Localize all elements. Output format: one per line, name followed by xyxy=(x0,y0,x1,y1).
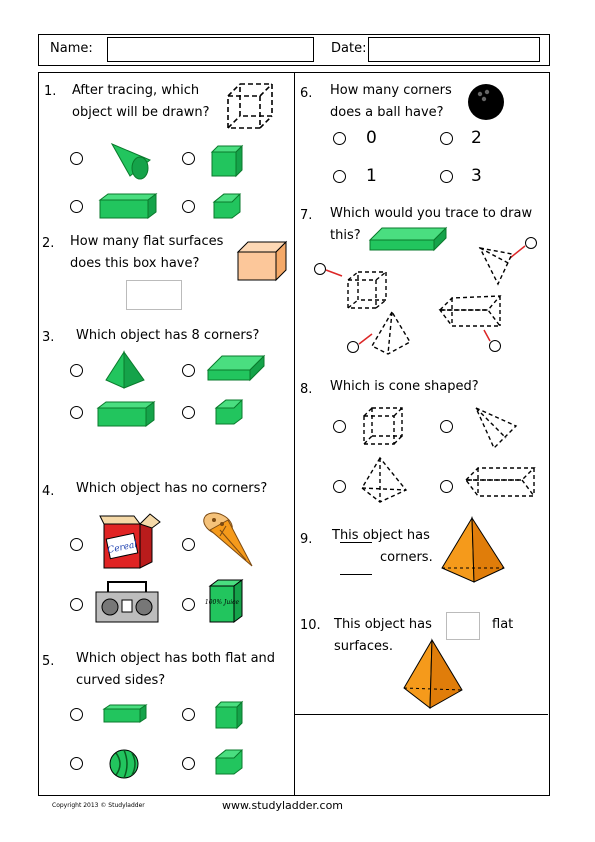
q10-line1: This object has xyxy=(334,617,432,632)
cereal-label: Cereal xyxy=(106,539,139,556)
black-ball-image xyxy=(466,82,506,122)
q1-line2: object will be drawn? xyxy=(72,105,210,120)
q4-option-cereal[interactable] xyxy=(70,538,83,551)
copyright-text: Copyright 2013 © Studyladder xyxy=(52,802,145,809)
q6-option-2-label: 2 xyxy=(471,128,482,148)
q7-number: 7. xyxy=(300,208,313,223)
q5-option-cut-cube[interactable] xyxy=(182,757,195,770)
q2-number: 2. xyxy=(42,236,55,251)
q1-line1: After tracing, which xyxy=(72,83,200,98)
q3-option-prism[interactable] xyxy=(70,406,83,419)
q6-line1: How many corners xyxy=(330,83,452,98)
q3-line1: Which object has 8 corners? xyxy=(76,328,260,343)
date-field[interactable] xyxy=(368,37,540,62)
q6-option-1-label: 1 xyxy=(366,166,377,186)
q8-option-cube[interactable] xyxy=(333,420,346,433)
q2-answer-box[interactable] xyxy=(126,280,182,310)
q8-option-triangular-prism[interactable] xyxy=(440,480,453,493)
q8-line1: Which is cone shaped? xyxy=(330,379,479,394)
green-rectangular-prism-image xyxy=(102,704,148,724)
q6-number: 6. xyxy=(300,86,313,101)
q3-option-triangular-prism[interactable] xyxy=(182,364,195,377)
orange-pyramid-image xyxy=(402,638,464,710)
q8-number: 8. xyxy=(300,382,313,397)
q3-option-cut-cube[interactable] xyxy=(182,406,195,419)
dashed-pyramid-image xyxy=(360,456,410,504)
q6-option-2[interactable] xyxy=(440,132,453,145)
green-cube-image xyxy=(214,700,246,730)
q4-option-radio[interactable] xyxy=(70,598,83,611)
green-cone-image xyxy=(108,140,154,180)
q3-option-pyramid[interactable] xyxy=(70,364,83,377)
q5-number: 5. xyxy=(42,654,55,669)
q10-line2: surfaces. xyxy=(334,639,393,654)
q2-line2: does this box have? xyxy=(70,256,200,271)
q10-answer-box[interactable] xyxy=(446,612,480,640)
q9-answer-line-1[interactable] xyxy=(340,542,372,543)
name-label: Name: xyxy=(50,41,93,56)
q6-option-3-label: 3 xyxy=(471,166,482,186)
q5-line2: curved sides? xyxy=(76,673,166,688)
q7-line1: Which would you trace to draw xyxy=(330,206,533,221)
q4-option-juice[interactable] xyxy=(182,598,195,611)
q4-number: 4. xyxy=(42,484,55,499)
green-rectangular-prism-image xyxy=(98,192,158,220)
q5-line1: Which object has both flat and xyxy=(76,651,276,666)
column-divider xyxy=(294,72,295,795)
q1-option-prism[interactable] xyxy=(70,200,83,213)
radio-cassette-image xyxy=(94,580,160,624)
q1-option-cone[interactable] xyxy=(70,152,83,165)
q3-number: 3. xyxy=(42,330,55,345)
q9-line2: corners. xyxy=(380,550,433,565)
q4-option-ice-cream[interactable] xyxy=(182,538,195,551)
dashed-cone-image xyxy=(472,404,520,452)
q6-option-0-label: 0 xyxy=(366,128,377,148)
q2-line1: How many flat surfaces xyxy=(70,234,224,249)
orange-pyramid-image xyxy=(440,516,506,584)
q8-option-cone[interactable] xyxy=(440,420,453,433)
ice-cream-cone-image xyxy=(200,508,256,570)
q6-option-1[interactable] xyxy=(333,170,346,183)
peach-box-image xyxy=(236,240,288,282)
q6-line2: does a ball have? xyxy=(330,105,444,120)
q7-match-diagram[interactable] xyxy=(312,236,542,356)
q9-number: 9. xyxy=(300,532,313,547)
website-link[interactable]: www.studyladder.com xyxy=(222,799,344,812)
q4-line1: Which object has no corners? xyxy=(76,481,268,496)
answer-area-divider xyxy=(295,714,548,715)
green-cube-image xyxy=(210,144,246,178)
q9-line1: This object has xyxy=(332,528,430,543)
q8-option-pyramid[interactable] xyxy=(333,480,346,493)
q5-option-ball[interactable] xyxy=(70,757,83,770)
green-rectangular-prism-image xyxy=(96,400,156,428)
green-striped-ball-image xyxy=(108,748,140,780)
green-cut-cube-image xyxy=(214,398,246,426)
q5-option-prism[interactable] xyxy=(70,708,83,721)
date-label: Date: xyxy=(331,41,367,56)
q1-number: 1. xyxy=(44,84,57,99)
q1-option-cut-cube[interactable] xyxy=(182,200,195,213)
dashed-cube-outline xyxy=(226,82,276,132)
q6-option-0[interactable] xyxy=(333,132,346,145)
dashed-triangular-prism-image xyxy=(464,464,540,500)
dashed-cube-image xyxy=(362,406,406,446)
q7-line2: this? xyxy=(330,228,361,243)
q6-option-3[interactable] xyxy=(440,170,453,183)
q9-answer-line-2[interactable] xyxy=(340,574,372,575)
green-pyramid-image xyxy=(104,350,146,390)
q10-line1-end: flat xyxy=(492,617,514,632)
juice-box-image xyxy=(204,578,244,624)
q10-number: 10. xyxy=(300,618,321,633)
green-cut-cube-image xyxy=(214,748,246,776)
juice-label: 100% Juice xyxy=(204,599,240,606)
cereal-box-image xyxy=(100,514,162,570)
green-triangular-prism-image xyxy=(206,354,266,382)
green-cut-cube-image xyxy=(212,192,244,220)
name-field[interactable] xyxy=(107,37,314,62)
q5-option-cube[interactable] xyxy=(182,708,195,721)
q1-option-cube[interactable] xyxy=(182,152,195,165)
